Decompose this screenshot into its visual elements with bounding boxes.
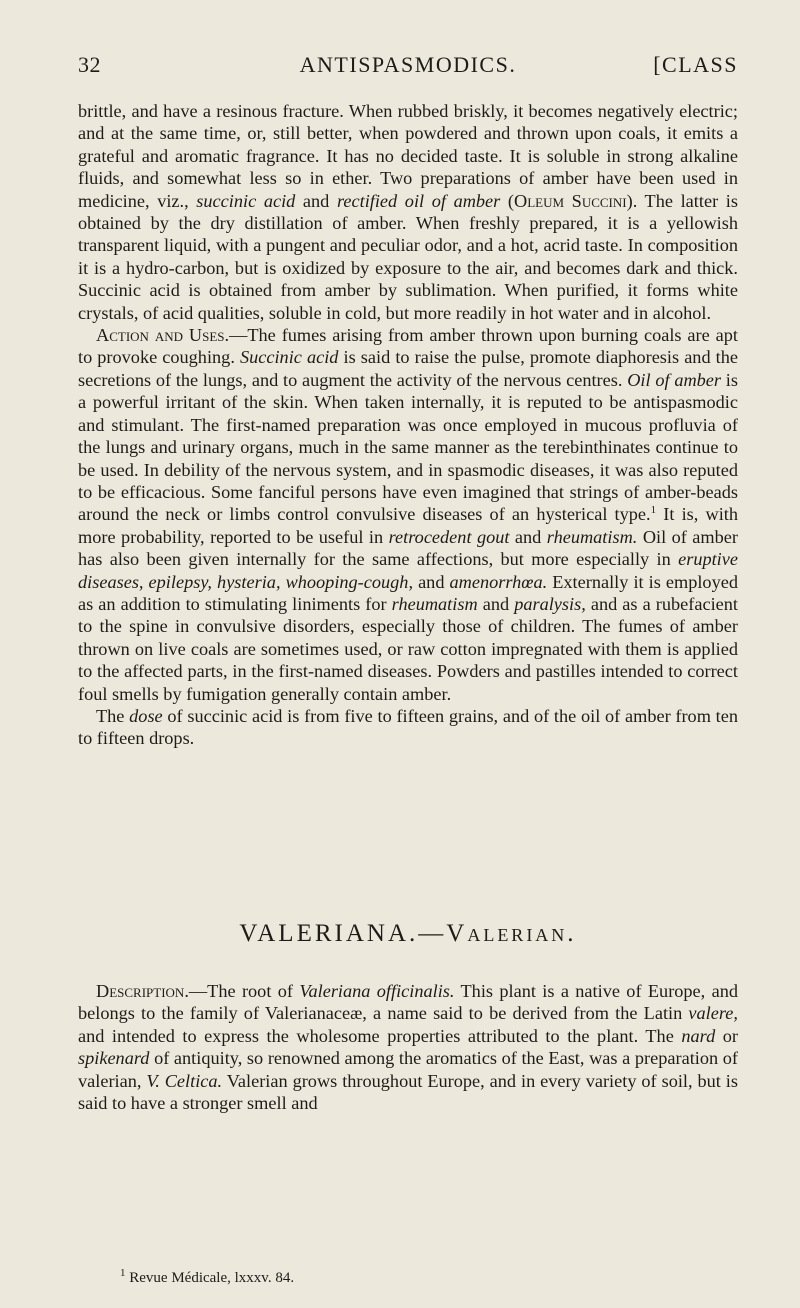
page-number: 32	[78, 52, 101, 77]
paragraph-valerian-description: Description.—The root of Valeriana officinalis. This plant is a native of Europe, and belongs to the family of Valerianaceæ, a name said to be derived from the Latin valere, and intended to express the wholesome properties attributed to the plant. The nard or spikenard of antiquity, so renowned among the aromatics of the East, was a preparation of valerian, V. Celtica. Valerian grows throughout Europe, and in every variety of soil, but is said to have a stronger smell and	[78, 981, 739, 1114]
paragraph-action-and-uses: Action and Uses.—The fumes arising from amber thrown upon burning coals are apt to provoke coughing. Succinic acid is said to raise the pulse, promote diaphoresis and the secretions of the lungs, and to augment the activity of the nervous centres. Oil of amber is a powerful irritant of the skin. When taken internally, it is reputed to be antispasmodic and stimulant. The first-named preparation was once employed in mucous profluvia of the lungs and urinary organs, much in the same manner as the terebinthinates continue to be used. In debility of the nervous system, and in spasmodic diseases, it was also reputed to be efficacious. Some fanciful persons have even imagined that strings of amber-beads around the neck or limbs control convulsive diseases of an hysterical type.$^1$ It is, with more probability, reported to be useful in retrocedent gout and rheumatism. Oil of amber has also been given internally for the same affections, but more especially in eruptive diseases, epilepsy, hysteria, whooping-cough, and amenorrhœa. Externally it is employed as an addition to stimulating liniments for rheumatism and paralysis, and as a rubefacient to the spine in convulsive disorders, especially those of children. The fumes of amber thrown on live coals are sometimes used, or raw cotton impregnated with them is applied to the affected parts, in the first-named diseases. Powders and pastilles intended to correct foul smells by fumigation generally contain amber.	[78, 325, 738, 704]
section-heading-valeriana: VALERIANA.—Valerian.	[239, 920, 577, 947]
paragraph-amber-description: brittle, and have a resinous fracture. When rubbed briskly, it becomes negatively electric; and at the same time, or, still better, when powdered and thrown upon coals, it emits a grateful and aromatic fragrance. It has no decided taste. It is soluble in strong alkaline fluids, and somewhat less so in ether. Two preparations of amber have been used in medicine, viz., succinic acid and rectified oil of amber (Oleum Succini). The latter is obtained by the dry distillation of amber. When freshly prepared, it is a yellowish transparent liquid, with a pungent and peculiar odor, and a hot, acrid taste. In composition it is a hydro-carbon, but is oxidized by exposure to the air, and becomes dark and thick. Succinic acid is obtained from amber by sublimation. When purified, it forms white crystals, of acid qualities, soluble in cold, but more readily in hot water and in alcohol.	[78, 101, 738, 323]
footnote: $^1$ Revue Médicale, lxxxv. 84.	[120, 1267, 295, 1286]
valerian-text	[78, 980, 738, 1114]
running-title: ANTISPASMODICS.	[299, 52, 517, 77]
page-header	[78, 52, 738, 84]
section-run-in-heading: Description.	[96, 981, 189, 1001]
section-run-in-heading: Action and Uses.	[96, 325, 230, 346]
footnote-marker: 1	[650, 504, 657, 517]
class-label: [CLASS	[653, 52, 738, 77]
main-text	[78, 100, 738, 750]
paragraph-dose: The dose of succinic acid is from five to fifteen grains, and of the oil of amber from ten to fifteen drops.	[78, 705, 738, 749]
